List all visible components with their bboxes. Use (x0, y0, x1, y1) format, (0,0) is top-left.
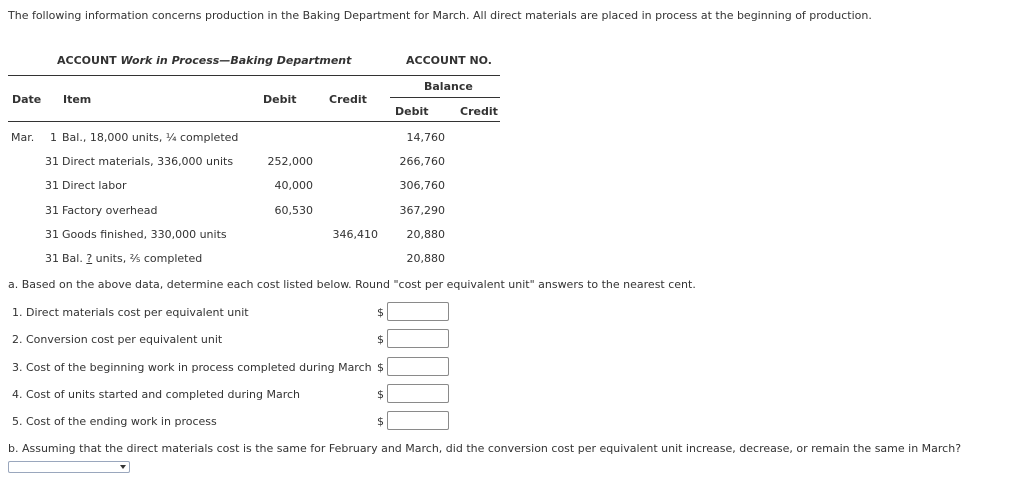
header-date: Date (12, 93, 42, 106)
row-balance-debit: 14,760 (406, 131, 445, 144)
unknown-units-placeholder: ? (86, 252, 93, 265)
part-a-prompt: a. Based on the above data, determine each cost listed below. Round "cost per equivalent unit" answers to the nearest cent. (8, 278, 696, 291)
row-day: 31 (45, 204, 59, 217)
row-month: Mar. (11, 131, 35, 144)
row-item: Direct materials, 336,000 units (62, 155, 234, 168)
ending-wip-cost-input[interactable] (387, 411, 449, 430)
dollar-sign: $ (377, 306, 384, 319)
row-item (62, 252, 202, 265)
row-balance-debit: 20,880 (406, 228, 445, 241)
conversion-cost-input[interactable] (387, 329, 449, 348)
dollar-sign: $ (377, 388, 384, 401)
started-completed-cost-input[interactable] (387, 384, 449, 403)
row-balance-debit: 20,880 (406, 252, 445, 265)
row-day: 1 (50, 131, 57, 144)
row-balance-debit: 306,760 (399, 179, 445, 192)
dollar-sign: $ (377, 333, 384, 346)
account-title (57, 54, 351, 67)
header-item: Item (63, 93, 92, 106)
header-credit: Credit (329, 93, 367, 106)
question-label-3: 3. Cost of the beginning work in process completed during March (12, 361, 372, 374)
row-debit: 60,530 (274, 204, 313, 217)
intro-text: The following information concerns production in the Baking Department for March. All direct materials are placed in process at the beginning of production. (8, 9, 872, 22)
row-debit: 252,000 (267, 155, 313, 168)
row-item: Goods finished, 330,000 units (62, 228, 227, 241)
row-item: Bal., 18,000 units, ¼ completed (62, 131, 239, 144)
balance-label: Balance (424, 80, 473, 93)
dollar-sign: $ (377, 361, 384, 374)
conversion-cost-change-dropdown[interactable] (8, 461, 130, 473)
header-balance-debit: Debit (395, 105, 429, 118)
row-item-suffix: units, ⅖ completed (92, 252, 203, 265)
ledger-header-rule (8, 121, 500, 122)
account-no-label: ACCOUNT NO. (406, 54, 492, 67)
row-balance-debit: 266,760 (399, 155, 445, 168)
row-item-prefix: Bal. (62, 252, 87, 265)
row-item: Factory overhead (62, 204, 158, 217)
ledger-top-rule (8, 75, 500, 76)
row-item: Direct labor (62, 179, 127, 192)
header-debit: Debit (263, 93, 297, 106)
row-debit: 40,000 (274, 179, 313, 192)
row-day: 31 (45, 228, 59, 241)
account-name: Work in Process—Baking Department (120, 54, 352, 67)
row-balance-debit: 367,290 (399, 204, 445, 217)
row-day: 31 (45, 179, 59, 192)
chevron-down-icon (120, 465, 126, 469)
balance-rule (390, 97, 500, 98)
dollar-sign: $ (377, 415, 384, 428)
beginning-wip-cost-input[interactable] (387, 357, 449, 376)
account-prefix: ACCOUNT (57, 54, 121, 67)
question-label-1: 1. Direct materials cost per equivalent unit (12, 306, 249, 319)
question-label-2: 2. Conversion cost per equivalent unit (12, 333, 223, 346)
question-label-4: 4. Cost of units started and completed during March (12, 388, 301, 401)
part-b-prompt: b. Assuming that the direct materials cost is the same for February and March, did the conversion cost per equivalent unit increase, decrease, or remain the same in March? (8, 442, 962, 455)
row-day: 31 (45, 155, 59, 168)
question-label-5: 5. Cost of the ending work in process (12, 415, 217, 428)
row-credit: 346,410 (332, 228, 378, 241)
row-day: 31 (45, 252, 59, 265)
header-balance-credit: Credit (460, 105, 498, 118)
direct-materials-cost-input[interactable] (387, 302, 449, 321)
